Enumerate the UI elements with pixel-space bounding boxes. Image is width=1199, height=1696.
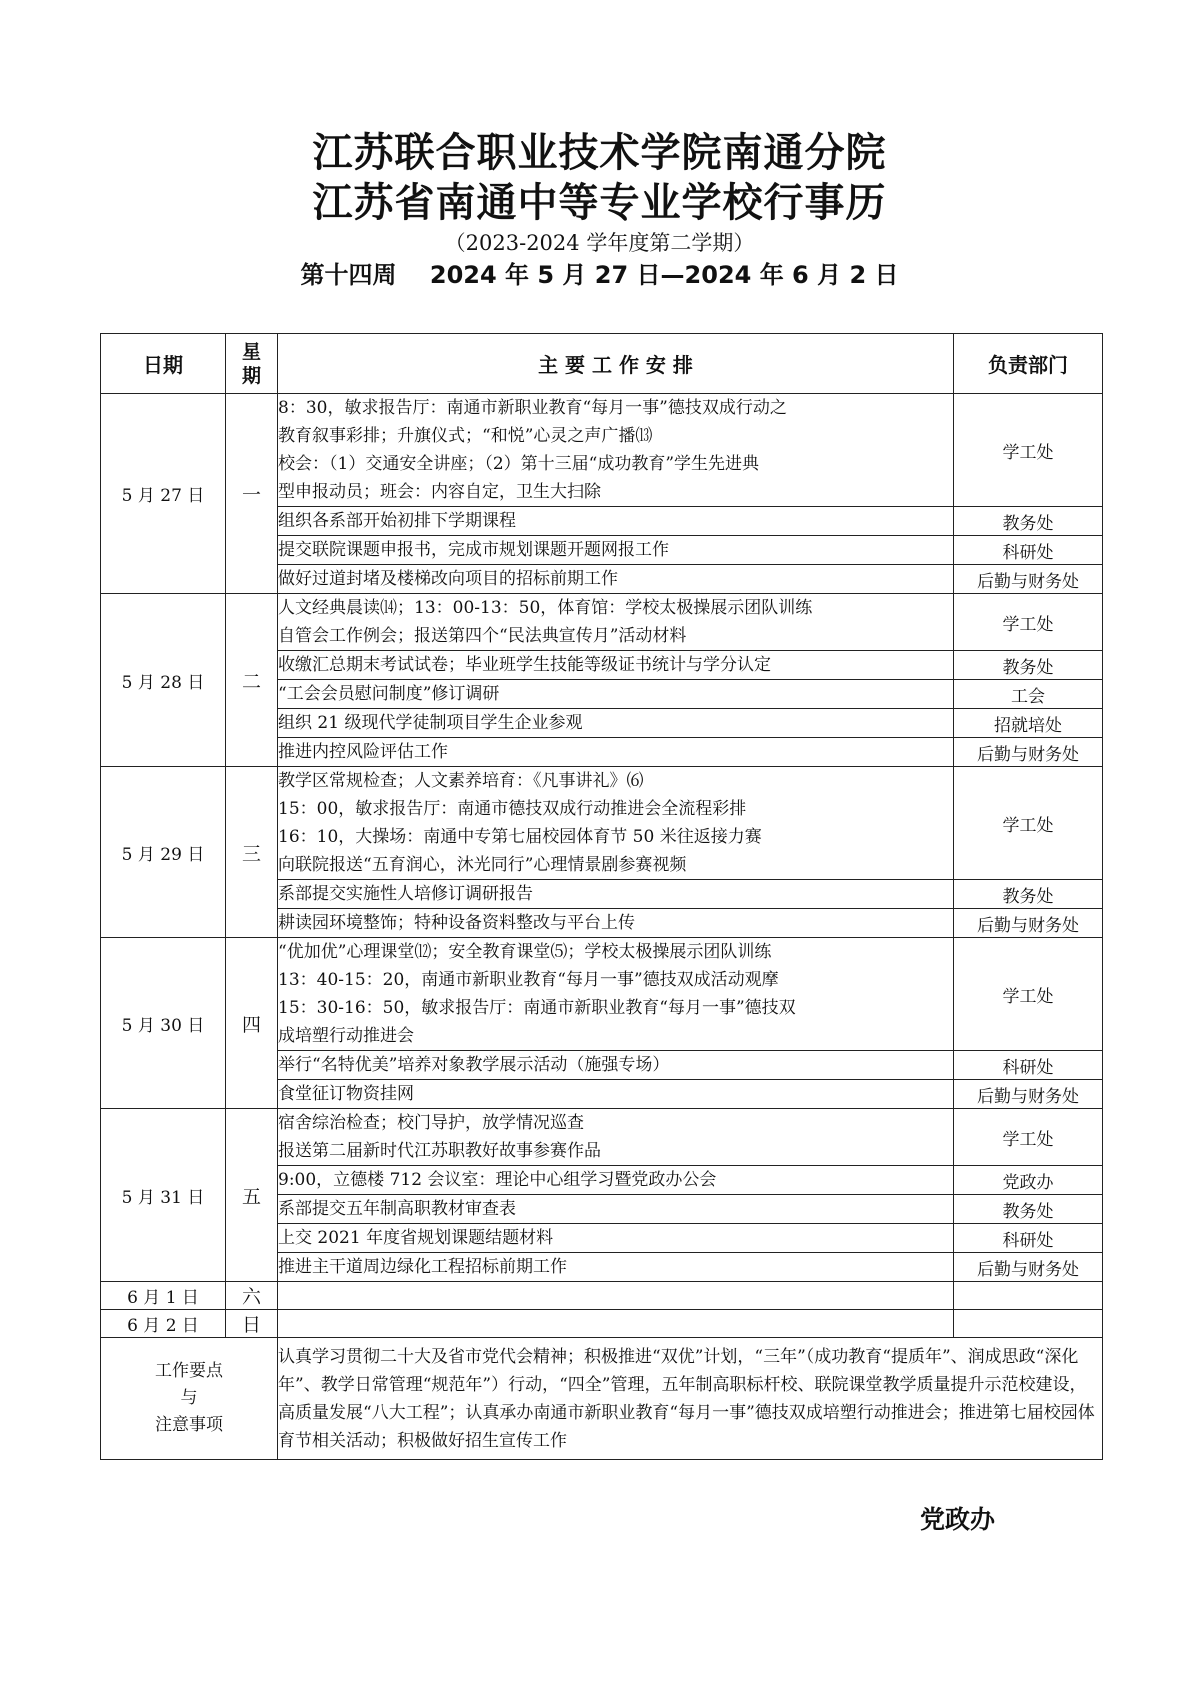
schedule-table (100, 333, 1103, 1460)
work-item-cell (278, 565, 954, 594)
notes-label-cell (101, 1338, 278, 1460)
date-cell: 6 月 1 日 (101, 1282, 226, 1310)
work-item-cell (278, 1109, 954, 1166)
department-cell: 后勤与财务处 (954, 565, 1103, 594)
work-item-cell (278, 909, 954, 938)
department-cell: 教务处 (954, 880, 1103, 909)
weekday-cell: 日 (226, 1310, 278, 1338)
table-row (101, 1282, 1103, 1310)
work-item-cell (278, 1051, 954, 1080)
table-row (101, 767, 1103, 880)
date-cell: 5 月 31 日 (101, 1109, 226, 1282)
department-cell: 工会 (954, 680, 1103, 709)
department-cell: 科研处 (954, 536, 1103, 565)
weekday-cell: 一 (226, 394, 278, 594)
table-header-row (101, 334, 1103, 394)
work-item-line: 9:00，立德楼 712 会议室：理论中心组学习暨党政办公会 (278, 1170, 717, 1190)
work-item-line: 16：10，大操场：南通中专第七届校园体育节 50 米往返接力赛 (278, 827, 762, 847)
work-item-cell (278, 709, 954, 738)
work-item-line: 食堂征订物资挂网 (278, 1084, 414, 1104)
table-row (101, 394, 1103, 507)
work-item-line: 举行“名特优美”培养对象教学展示活动（施强专场） (278, 1055, 670, 1075)
department-cell: 学工处 (954, 594, 1103, 651)
semester-subtitle: （2023-2024 学年度第二学期） (444, 231, 755, 255)
work-item-line: 自管会工作例会；报送第四个“民法典宣传月”活动材料 (278, 626, 687, 646)
work-item-line: 成培塑行动推进会 (278, 1026, 414, 1046)
work-item-line: 做好过道封堵及楼梯改向项目的招标前期工作 (278, 569, 618, 589)
work-item-cell (278, 738, 954, 767)
department-cell: 后勤与财务处 (954, 738, 1103, 767)
work-item-line: 组织各系部开始初排下学期课程 (278, 511, 516, 531)
work-item-line: 上交 2021 年度省规划课题结题材料 (278, 1228, 554, 1248)
work-item-cell (278, 394, 954, 507)
work-item-line: 校会：（1）交通安全讲座；（2）第十三届“成功教育”学生先进典 (278, 454, 760, 474)
department-cell: 学工处 (954, 394, 1103, 507)
department-cell: 科研处 (954, 1224, 1103, 1253)
weekday-cell: 五 (226, 1109, 278, 1282)
department-cell: 学工处 (954, 1109, 1103, 1166)
work-item-line: 教学区常规检查；人文素养培育：《凡事讲礼》⑹ (278, 771, 644, 791)
issuing-department: 党政办 (920, 1505, 996, 1534)
work-item-cell (278, 1310, 954, 1338)
notes-label-line: 工作要点 (155, 1361, 223, 1381)
date-cell: 5 月 28 日 (101, 594, 226, 767)
work-item-line: 耕读园环境整饰；特种设备资料整改与平台上传 (278, 913, 635, 933)
header-dept: 负责部门 (954, 334, 1103, 394)
department-cell: 后勤与财务处 (954, 1253, 1103, 1282)
week-range: 第十四周 2024 年 5 月 27 日—2024 年 6 月 2 日 (300, 261, 899, 289)
table-row (101, 1109, 1103, 1166)
date-cell: 6 月 2 日 (101, 1310, 226, 1338)
department-cell: 学工处 (954, 767, 1103, 880)
header-work: 主 要 工 作 安 排 (278, 334, 954, 394)
department-cell: 教务处 (954, 507, 1103, 536)
date-cell: 5 月 27 日 (101, 394, 226, 594)
table-row (101, 1310, 1103, 1338)
work-item-line: 宿舍综治检查；校门导护，放学情况巡查 (278, 1113, 584, 1133)
work-item-line: 推进内控风险评估工作 (278, 742, 448, 762)
work-item-cell (278, 651, 954, 680)
work-item-cell (278, 1253, 954, 1282)
work-item-cell (278, 938, 954, 1051)
header-date: 日期 (101, 334, 226, 394)
work-item-cell (278, 594, 954, 651)
work-item-cell (278, 536, 954, 565)
department-cell: 科研处 (954, 1051, 1103, 1080)
work-item-line: 收缴汇总期末考试试卷；毕业班学生技能等级证书统计与学分认定 (278, 655, 771, 675)
document-title-line2: 江苏省南通中等专业学校行事历 (312, 179, 887, 226)
weekday-cell: 三 (226, 767, 278, 938)
work-item-line: 人文经典晨读⒁；13：00-13：50，体育馆：学校太极操展示团队训练 (278, 598, 813, 618)
weekday-cell: 六 (226, 1282, 278, 1310)
notes-label-line: 注意事项 (155, 1415, 223, 1435)
work-item-cell (278, 1080, 954, 1109)
work-item-cell (278, 1282, 954, 1310)
table-row (101, 594, 1103, 651)
department-cell: 后勤与财务处 (954, 1080, 1103, 1109)
header-weekday-top: 星 (241, 340, 261, 363)
work-item-cell (278, 1166, 954, 1195)
work-item-line: 向联院报送“五育润心，沐光同行”心理情景剧参赛视频 (278, 855, 687, 875)
work-item-line: 组织 21 级现代学徒制项目学生企业参观 (278, 713, 583, 733)
date-cell: 5 月 29 日 (101, 767, 226, 938)
schedule-body (101, 394, 1103, 1460)
work-item-line: 系部提交五年制高职教材审查表 (278, 1199, 516, 1219)
work-item-line: 推进主干道周边绿化工程招标前期工作 (278, 1257, 567, 1277)
notes-label-line: 与 (180, 1388, 198, 1408)
work-item-cell (278, 880, 954, 909)
work-item-line: “优加优”心理课堂⑿；安全教育课堂⑸；学校太极操展示团队训练 (278, 942, 772, 962)
header-weekday (226, 334, 278, 394)
work-item-line: 型申报动员；班会：内容自定，卫生大扫除 (278, 482, 601, 502)
work-item-cell (278, 767, 954, 880)
work-item-cell (278, 507, 954, 536)
table-row (101, 938, 1103, 1051)
work-item-line: 15：00，敏求报告厅：南通市德技双成行动推进会全流程彩排 (278, 799, 747, 819)
department-cell: 教务处 (954, 1195, 1103, 1224)
work-item-line: 8：30，敏求报告厅：南通市新职业教育“每月一事”德技双成行动之 (278, 398, 787, 418)
header-weekday-bottom: 期 (241, 364, 261, 387)
department-cell (954, 1282, 1103, 1310)
work-item-cell (278, 1224, 954, 1253)
document-header (0, 128, 1199, 292)
department-cell: 教务处 (954, 651, 1103, 680)
work-item-line: 15：30-16：50，敏求报告厅：南通市新职业教育“每月一事”德技双 (278, 998, 796, 1018)
department-cell: 党政办 (954, 1166, 1103, 1195)
department-cell: 学工处 (954, 938, 1103, 1051)
department-cell (954, 1310, 1103, 1338)
work-item-line: 报送第二届新时代江苏职教好故事参赛作品 (278, 1141, 601, 1161)
work-item-cell (278, 1195, 954, 1224)
notes-text: 认真学习贯彻二十大及省市党代会精神；积极推进“双优”计划，“三年”（成功教育“提质年”、润成思政“深化年”、教学日常管理“规范年”）行动，“四全”管理，五年制高职标杆校、联院课堂教学质量提升示范校建设，高质量发展“八大工程”；认真承办南通市新职业教育“每月一事”德技双成培塑行动推进会；推进第七届校园体育节相关活动；积极做好招生宣传工作 (278, 1338, 1103, 1460)
work-item-line: 13：40-15：20，南通市新职业教育“每月一事”德技双成活动观摩 (278, 970, 779, 990)
department-cell: 招就培处 (954, 709, 1103, 738)
work-item-line: “工会会员慰问制度”修订调研 (278, 684, 500, 704)
work-item-cell (278, 680, 954, 709)
work-item-line: 教育叙事彩排；升旗仪式；“和悦”心灵之声广播⒀ (278, 426, 653, 446)
work-item-line: 系部提交实施性人培修订调研报告 (278, 884, 533, 904)
date-cell: 5 月 30 日 (101, 938, 226, 1109)
weekday-cell: 二 (226, 594, 278, 767)
weekday-cell: 四 (226, 938, 278, 1109)
document-title-line1: 江苏联合职业技术学院南通分院 (312, 129, 887, 176)
department-cell: 后勤与财务处 (954, 909, 1103, 938)
work-item-line: 提交联院课题申报书，完成市规划课题开题网报工作 (278, 540, 669, 560)
notes-row (101, 1338, 1103, 1460)
